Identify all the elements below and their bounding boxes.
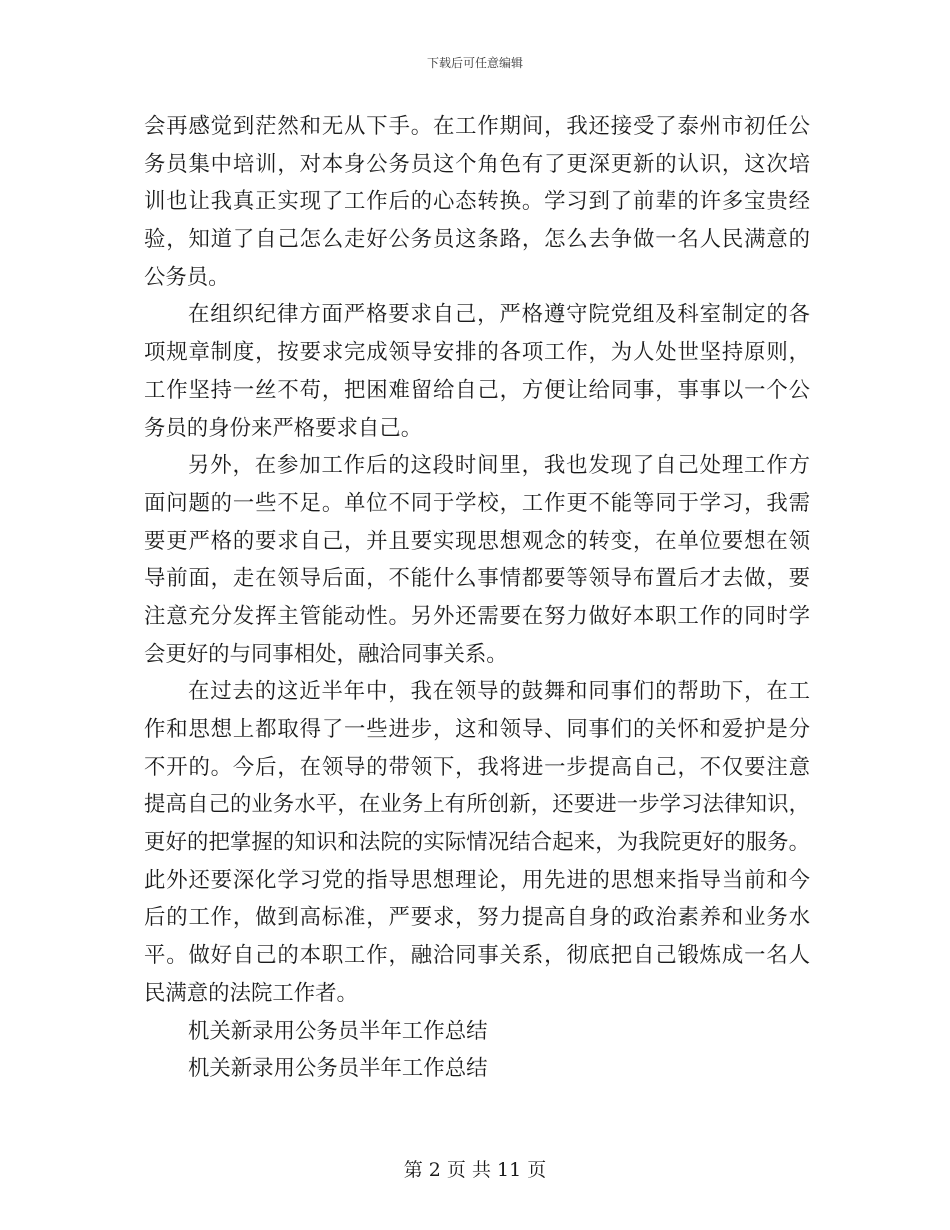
paragraph	[144, 108, 810, 296]
paragraph-title	[144, 1013, 810, 1051]
text-line: 务员集中培训，对本身公务员这个角色有了更深更新的认识，这次培	[144, 151, 810, 177]
text-line: 训也让我真正实现了工作后的心态转换。学习到了前辈的许多宝贵经	[144, 189, 810, 215]
text-line: 机关新录用公务员半年工作总结	[188, 1018, 488, 1044]
text-line: 注意充分发挥主管能动性。另外还需要在努力做好本职工作的同时学	[144, 603, 810, 629]
paragraph	[144, 447, 810, 673]
text-line: 公务员。	[144, 264, 230, 290]
text-line: 面问题的一些不足。单位不同于学校，工作更不能等同于学习，我需	[144, 490, 810, 516]
document-body	[144, 108, 810, 1088]
text-line: 会更好的与同事相处，融洽同事关系。	[144, 641, 508, 667]
text-line: 平。做好自己的本职工作，融洽同事关系，彻底把自己锻炼成一名人	[144, 943, 810, 969]
text-line: 务员的身份来严格要求自己。	[144, 415, 423, 441]
text-line: 导前面，走在领导后面，不能什么事情都要等领导布置后才去做，要	[144, 566, 810, 592]
text-line: 民满意的法院工作者。	[144, 980, 358, 1006]
text-line: 在组织纪律方面严格要求自己，严格遵守院党组及科室制定的各	[188, 302, 810, 328]
text-line: 项规章制度，按要求完成领导安排的各项工作，为人处世坚持原则，	[144, 340, 810, 366]
paragraph	[144, 296, 810, 447]
page-header: 下载后可任意编辑	[426, 56, 523, 70]
text-line: 会再感觉到茫然和无从下手。在工作期间，我还接受了泰州市初任公	[144, 114, 810, 139]
text-line: 机关新录用公务员半年工作总结	[188, 1056, 488, 1082]
text-line: 后的工作，做到高标准，严要求，努力提高自身的政治素养和业务水	[144, 905, 810, 931]
text-line: 提高自己的业务水平，在业务上有所创新，还要进一步学习法律知识，	[144, 792, 810, 818]
text-line: 作和思想上都取得了一些进步，这和领导、同事们的关怀和爱护是分	[144, 717, 810, 742]
paragraph	[144, 673, 810, 1012]
paragraph-title	[144, 1050, 810, 1088]
text-line: 在过去的这近半年中，我在领导的鼓舞和同事们的帮助下，在工	[188, 679, 810, 705]
text-line: 要更严格的要求自己，并且要实现思想观念的转变，在单位要想在领	[144, 528, 810, 554]
text-line: 另外，在参加工作后的这段时间里，我也发现了自己处理工作方	[188, 453, 810, 479]
page-number: 第 2 页 共 11 页	[403, 1159, 547, 1181]
text-line: 此外还要深化学习党的指导思想理论，用先进的思想来指导当前和今	[144, 867, 810, 893]
text-line: 工作坚持一丝不苟，把困难留给自己，方便让给同事，事事以一个公	[144, 377, 810, 403]
text-line: 更好的把掌握的知识和法院的实际情况结合起来，为我院更好的服务。	[144, 830, 810, 856]
text-line: 验，知道了自己怎么走好公务员这条路，怎么去争做一名人民满意的	[144, 227, 810, 253]
text-line: 不开的。今后，在领导的带领下，我将进一步提高自己，不仅要注意	[144, 754, 810, 780]
